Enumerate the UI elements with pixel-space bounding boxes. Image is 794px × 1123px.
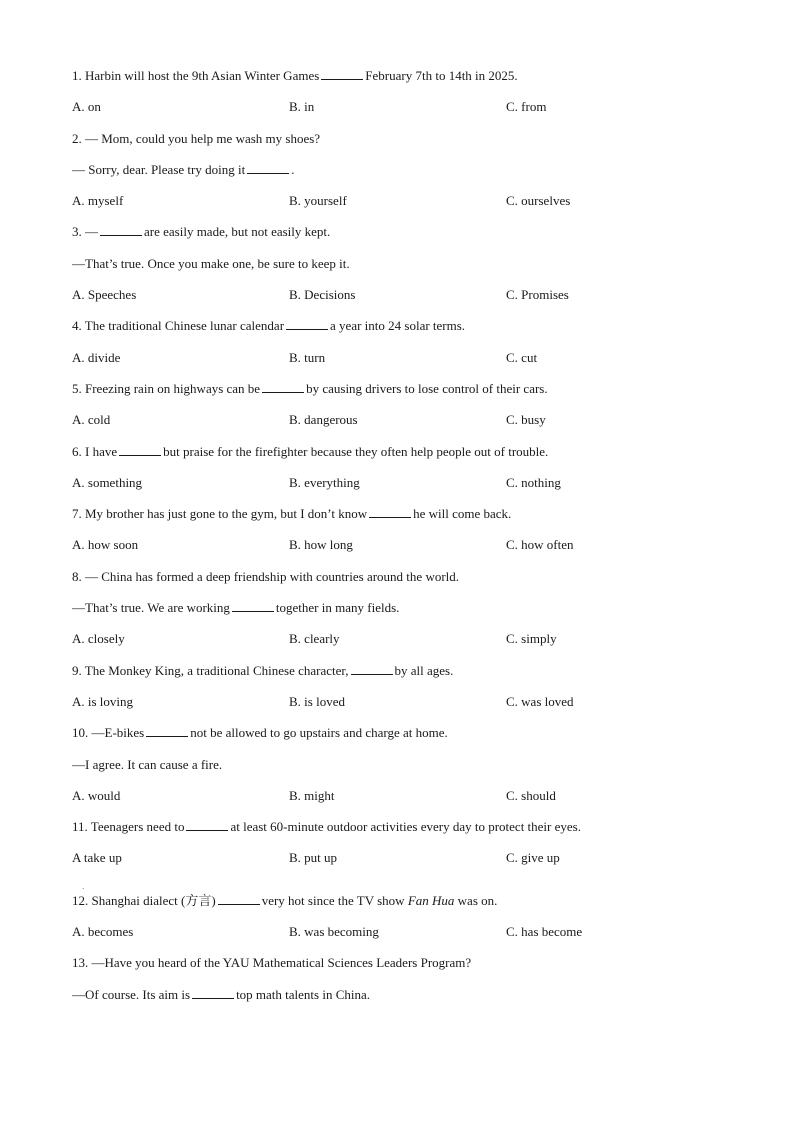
- answer-blank[interactable]: [262, 380, 304, 393]
- question-2-line-1: [72, 129, 732, 160]
- option-b[interactable]: B. turn: [289, 349, 326, 365]
- question-8-options: [72, 629, 732, 660]
- question-text: —E-bikes: [91, 725, 145, 741]
- question-11-options: [72, 848, 732, 879]
- option-a[interactable]: A. would: [72, 787, 121, 803]
- option-c[interactable]: C. should: [506, 787, 556, 803]
- question-number: 4.: [72, 318, 82, 334]
- answer-blank[interactable]: [351, 662, 393, 675]
- question-5-line-1: [72, 379, 732, 410]
- question-text: —That’s true. We are working: [72, 600, 230, 616]
- question-text: Shanghai dialect (方言): [91, 892, 216, 908]
- option-c[interactable]: C. give up: [506, 850, 560, 866]
- question-text-after: but praise for the firefighter because they often help people out of trouble.: [163, 443, 549, 459]
- option-c[interactable]: C. how often: [506, 537, 574, 553]
- question-number: 1.: [72, 68, 82, 83]
- question-text-after: very hot since the TV show: [261, 892, 405, 908]
- option-b[interactable]: B. dangerous: [289, 412, 358, 428]
- question-text: The Monkey King, a traditional Chinese character,: [84, 662, 349, 678]
- question-number: 8.: [72, 568, 82, 584]
- question-text: —Have you heard of the YAU Mathematical Sciences Leaders Program?: [91, 955, 472, 971]
- answer-blank[interactable]: [119, 443, 161, 456]
- question-text: — China has formed a deep friendship with countries around the world.: [85, 568, 460, 584]
- option-b[interactable]: B. in: [289, 99, 315, 115]
- question-12-line-1: [72, 884, 732, 922]
- question-text-after: not be allowed to go upstairs and charge at home.: [190, 725, 448, 741]
- question-text: Teenagers need to: [90, 819, 185, 835]
- question-number: 7.: [72, 506, 82, 522]
- answer-blank[interactable]: [369, 505, 411, 518]
- answer-blank[interactable]: [146, 724, 188, 737]
- option-b[interactable]: B. how long: [289, 537, 353, 553]
- question-text: —Of course. Its aim is: [72, 986, 191, 1002]
- option-a[interactable]: A. cold: [72, 412, 111, 428]
- option-c[interactable]: C. ourselves: [506, 193, 571, 209]
- question-2-options: [72, 191, 732, 222]
- answer-blank[interactable]: [192, 986, 234, 999]
- option-b[interactable]: B. put up: [289, 850, 338, 866]
- answer-blank[interactable]: [321, 67, 363, 80]
- question-text: — Sorry, dear. Please try doing it: [72, 161, 246, 177]
- question-number: 10.: [72, 725, 89, 741]
- stray-dot: ·: [82, 884, 85, 893]
- option-a[interactable]: A take up: [72, 850, 122, 866]
- option-a[interactable]: A. is loving: [72, 693, 134, 709]
- option-b[interactable]: B. everything: [289, 474, 360, 490]
- answer-blank[interactable]: [218, 892, 260, 905]
- question-text-after: .: [291, 161, 295, 177]
- question-3-line-1: [72, 222, 732, 253]
- question-10-options: [72, 786, 732, 817]
- question-text-after: February 7th to 14th in 2025.: [365, 68, 518, 83]
- option-b[interactable]: B. is loved: [289, 693, 345, 709]
- show-title: Fan Hua: [407, 892, 455, 908]
- question-text-after: a year into 24 solar terms.: [330, 318, 466, 334]
- question-11-line-1: [72, 817, 732, 848]
- question-text-after: he will come back.: [413, 506, 512, 522]
- option-a[interactable]: A. closely: [72, 631, 125, 647]
- question-text-after: are easily made, but not easily kept.: [144, 224, 331, 240]
- question-text-tail: was on.: [457, 892, 498, 908]
- option-c[interactable]: C. simply: [506, 631, 557, 647]
- question-text: —I agree. It can cause a fire.: [72, 756, 223, 772]
- option-b[interactable]: B. yourself: [289, 193, 347, 209]
- answer-blank[interactable]: [100, 223, 142, 236]
- answer-blank[interactable]: [232, 599, 274, 612]
- question-sheet: [72, 66, 732, 1016]
- question-text: —That’s true. Once you make one, be sure to keep it.: [72, 255, 350, 271]
- question-number: 3.: [72, 224, 82, 240]
- question-3-line-2: [72, 254, 732, 285]
- question-text: Harbin will host the 9th Asian Winter Games: [85, 68, 320, 83]
- option-a[interactable]: A. myself: [72, 193, 124, 209]
- question-4-line-1: [72, 316, 732, 347]
- question-10-line-2: [72, 755, 732, 786]
- question-text: —: [85, 224, 98, 240]
- question-text: I have: [85, 443, 118, 459]
- option-b[interactable]: B. Decisions: [289, 287, 356, 303]
- question-6-line-1: [72, 442, 732, 473]
- question-9-line-1: [72, 661, 732, 692]
- question-13-line-2: [72, 985, 732, 1016]
- option-a[interactable]: A. on: [72, 99, 101, 115]
- option-a[interactable]: A. Speeches: [72, 287, 137, 303]
- question-text-after: top math talents in China.: [236, 986, 371, 1002]
- question-text-after: together in many fields.: [275, 600, 400, 616]
- question-4-options: [72, 348, 732, 379]
- question-text: My brother has just gone to the gym, but I don’t know: [85, 506, 368, 522]
- question-6-options: [72, 473, 732, 504]
- option-b[interactable]: B. was becoming: [289, 924, 379, 940]
- question-5-options: [72, 410, 732, 441]
- option-b[interactable]: B. might: [289, 787, 335, 803]
- question-3-options: [72, 285, 732, 316]
- option-a[interactable]: A. divide: [72, 349, 121, 365]
- option-a[interactable]: A. how soon: [72, 537, 139, 553]
- option-c[interactable]: C. busy: [506, 412, 546, 428]
- question-10-line-1: [72, 723, 732, 754]
- question-2-line-2: [72, 160, 732, 191]
- option-c[interactable]: C. was loved: [506, 693, 574, 709]
- option-c[interactable]: C. cut: [506, 349, 538, 365]
- option-c[interactable]: C. from: [506, 99, 547, 115]
- question-text-after: at least 60-minute outdoor activities every day to protect their eyes.: [230, 819, 581, 835]
- question-number: 2.: [72, 130, 82, 146]
- question-text: — Mom, could you help me wash my shoes?: [85, 130, 321, 146]
- answer-blank[interactable]: [186, 818, 228, 831]
- question-text-after: by all ages.: [394, 662, 454, 678]
- option-a[interactable]: A. something: [72, 474, 143, 490]
- question-text: Freezing rain on highways can be: [85, 380, 261, 396]
- question-1-options: [72, 97, 732, 128]
- question-number: 12.: [72, 892, 89, 908]
- question-number: 9.: [72, 662, 82, 678]
- question-8-line-1: [72, 567, 732, 598]
- question-9-options: [72, 692, 732, 723]
- answer-blank[interactable]: [247, 161, 289, 174]
- question-8-line-2: [72, 598, 732, 629]
- question-7-options: [72, 535, 732, 566]
- question-12-options: [72, 922, 732, 953]
- option-a[interactable]: A. becomes: [72, 924, 134, 940]
- option-c[interactable]: C. has become: [506, 924, 583, 940]
- question-number: 5.: [72, 380, 82, 396]
- question-7-line-1: [72, 504, 732, 535]
- option-b[interactable]: B. clearly: [289, 631, 340, 647]
- question-text-after: by causing drivers to lose control of their cars.: [306, 380, 548, 396]
- question-text: The traditional Chinese lunar calendar: [84, 318, 285, 334]
- question-1-line-1: [72, 66, 732, 97]
- question-number: 6.: [72, 443, 82, 459]
- question-number: 13.: [72, 955, 89, 971]
- spacer: [72, 880, 732, 891]
- question-number: 11.: [72, 819, 88, 835]
- option-c[interactable]: C. nothing: [506, 474, 561, 490]
- answer-blank[interactable]: [286, 317, 328, 330]
- question-13-line-1: [72, 953, 732, 984]
- option-c[interactable]: C. Promises: [506, 287, 569, 303]
